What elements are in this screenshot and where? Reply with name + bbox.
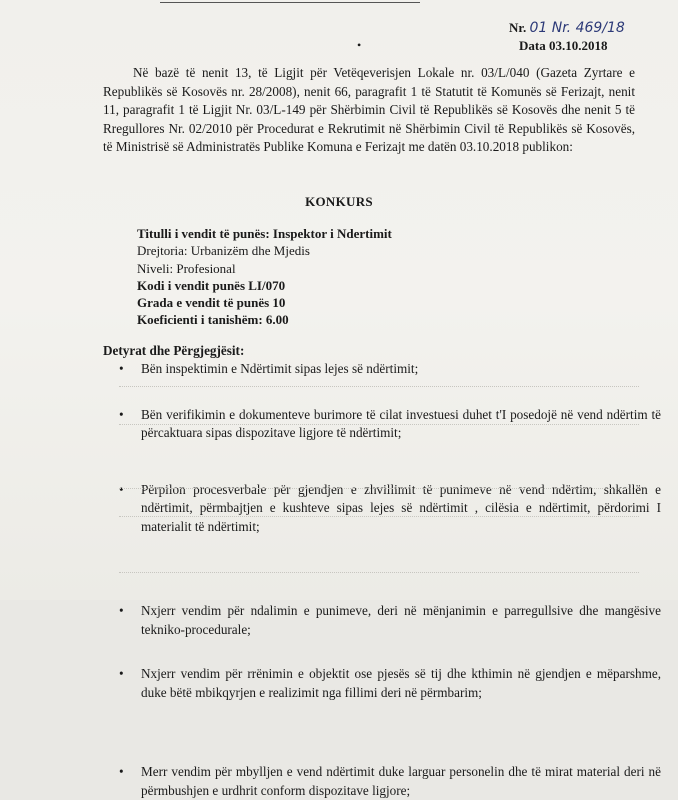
bullet-icon: • (119, 361, 124, 376)
reference-number (509, 20, 625, 36)
duty-text: Nxjerr vendim për ndalimin e punimeve, deri në mënjanimin e parregullsive dhe mangësive tekniko-procedurale; (141, 603, 661, 637)
duty-text: Përpilon procesverbale për gjendjen e zhvillimit të punimeve në vend ndërtim, shkallën e ndërtimit, përmbajtjen e kushteve sipas lejes së ndërtimit , cilësia e ndërtimit, përdorimi I materialit të ndërtimit; (141, 481, 661, 534)
duty-text: Bën inspektimin e Ndërtimit sipas lejes së ndërtimit; (141, 361, 419, 376)
bullet-icon: • (119, 603, 124, 618)
duty-item (119, 602, 661, 639)
divider (119, 488, 639, 489)
duty-text: Bën verifikimin e dokumenteve burimore të cilat investuesi duhet t'I posedojë në vend ndërtim të përcaktuara sipas dispozitave ligjore të ndërtimit; (141, 406, 661, 440)
divider (119, 572, 639, 573)
bullet-icon: • (119, 406, 124, 422)
directorate-line: Drejtoria: Urbanizëm dhe Mjedis (137, 243, 310, 259)
job-details (137, 225, 392, 329)
divider (119, 386, 639, 387)
document-date: Data 03.10.2018 (519, 38, 608, 53)
bullet-icon: • (119, 666, 124, 681)
reference-number-prefix: Nr. (509, 20, 527, 35)
divider (119, 516, 639, 517)
duty-item (119, 763, 661, 800)
document-title: KONKURS (305, 194, 373, 209)
job-title-line: Titulli i vendit të punës: Inspektor i Ndertimit (137, 226, 392, 241)
coefficient-line: Koeficienti i tanishëm: 6.00 (137, 312, 289, 328)
duty-item (119, 665, 661, 702)
legal-basis-paragraph: Në bazë të nenit 13, të Ligjit për Vetëqeverisjen Lokale nr. 03/L/040 (Gazeta Zyrtare e Republikës së Kosovës nr. 28/2008), nenit 66, paragrafit 1 të Statutit të Komunës së Ferizajt, nenit 11, paragrafit 1 të Ligjit Nr. 03/L-149 për Shërbimin Civil të Republikës së Kosovës dhe nenit 5 të Rregullores Nr. 02/2010 për Procedurat e Rekrutimit në Shërbimin Civil të Republikës së Kosovës, të Ministrisë së Administratës Publike Komuna e Ferizajt me datën 03.10.2018 publikon: (103, 65, 635, 154)
bullet-icon: • (119, 481, 124, 497)
divider (119, 424, 639, 425)
top-rule-line (160, 2, 420, 3)
duty-text: Nxjerr vendim për rrënimin e objektit ose pjesës së tij dhe kthimin në gjendjen e mëparshme, duke bëtë mbikqyrjen e realizimit nga fillimi deri në përmbarim; (141, 666, 661, 700)
level-line: Niveli: Profesional (137, 260, 236, 276)
duty-text: Merr vendim për mbylljen e vend ndërtimit duke larguar personelin dhe të mirat material deri në përmbushjen e urdhrit conform dispozitave ligjore; (141, 764, 661, 798)
duties-heading: Detyrat dhe Përgjegjësit: (103, 343, 245, 358)
handwritten-reference: 01 Nr. 469/18 (529, 20, 625, 36)
duties-list (119, 360, 661, 798)
center-dot-mark: • (357, 38, 362, 52)
duty-item (119, 360, 661, 379)
job-code-line: Kodi i vendit punës LI/070 (137, 277, 286, 293)
bullet-icon: • (119, 764, 124, 779)
job-grade-line: Grada e vendit të punës 10 (137, 295, 286, 311)
